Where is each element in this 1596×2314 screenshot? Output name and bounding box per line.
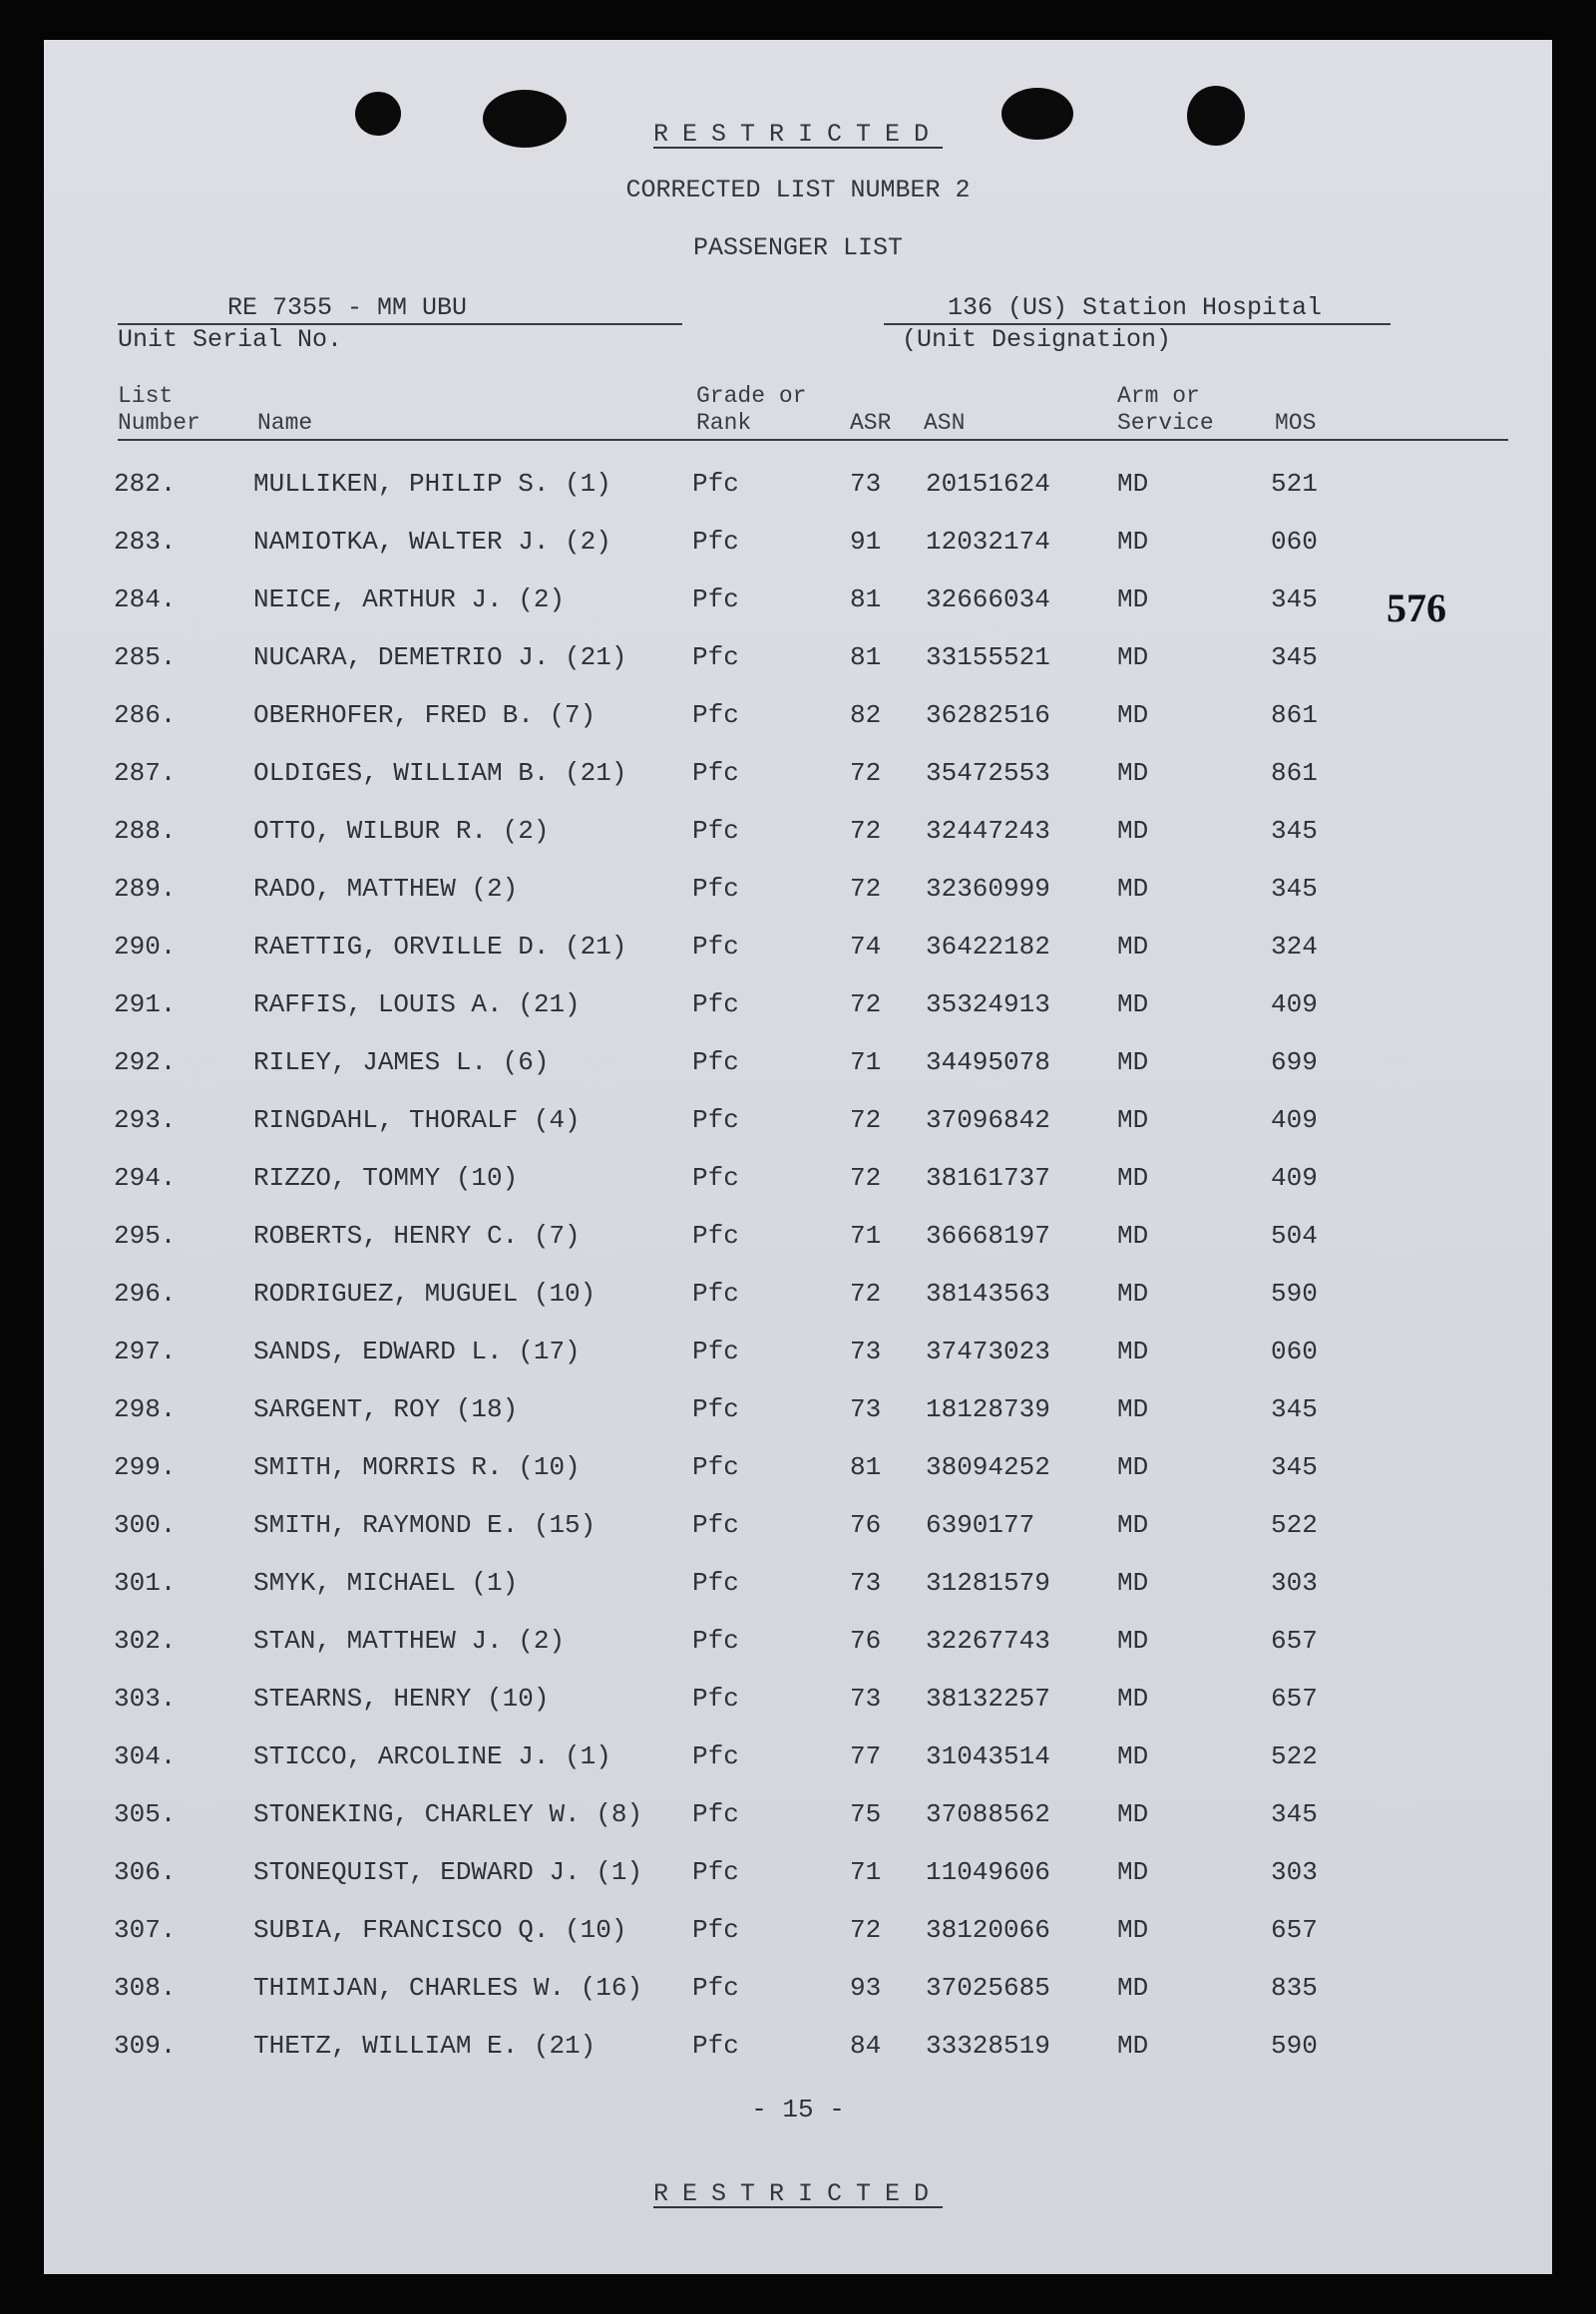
row-mos: 409 [1271,1105,1318,1135]
unit-designation-value: 136 (US) Station Hospital [948,293,1323,322]
header-rule [118,439,1508,441]
row-asr: 72 [850,1279,882,1309]
row-mos: 590 [1271,2031,1318,2061]
row-mos: 657 [1271,1915,1318,1945]
row-asr: 74 [850,932,882,962]
table-row [44,1047,1552,1087]
row-grade: Pfc [692,469,739,499]
row-mos: 522 [1271,1741,1318,1771]
row-asn: 37088562 [926,1799,1050,1829]
col-name: Name [257,410,313,436]
row-asn: 36282516 [926,700,1050,730]
row-name: STICCO, ARCOLINE J. (1) [253,1741,611,1771]
table-row [44,1973,1552,2013]
row-grade: Pfc [692,1915,739,1945]
table-row [44,1741,1552,1781]
table-row [44,816,1552,856]
row-list-number: 306. [114,1857,177,1887]
table-row [44,1799,1552,1839]
row-asr: 73 [850,1337,882,1366]
row-arm: MD [1117,1105,1149,1135]
col-arm: Arm or Service [1117,383,1214,436]
row-arm: MD [1117,2031,1149,2061]
row-asn: 37473023 [926,1337,1050,1366]
row-name: SMITH, MORRIS R. (10) [253,1452,581,1482]
row-name: SUBIA, FRANCISCO Q. (10) [253,1915,627,1945]
row-mos: 345 [1271,584,1318,614]
row-asn: 33328519 [926,2031,1050,2061]
row-grade: Pfc [692,2031,739,2061]
row-name: RIZZO, TOMMY (10) [253,1163,519,1193]
row-asr: 76 [850,1510,882,1540]
row-asn: 37025685 [926,1973,1050,2003]
row-list-number: 291. [114,989,177,1019]
table-row [44,2031,1552,2071]
row-mos: 303 [1271,1568,1318,1598]
classification-footer: RESTRICTED [652,2179,944,2208]
row-mos: 861 [1271,700,1318,730]
row-arm: MD [1117,989,1149,1019]
row-list-number: 295. [114,1221,177,1251]
row-mos: 657 [1271,1684,1318,1714]
table-row [44,469,1552,509]
row-arm: MD [1117,1452,1149,1482]
row-grade: Pfc [692,758,739,788]
row-asr: 77 [850,1741,882,1771]
row-asn: 32267743 [926,1626,1050,1656]
row-asr: 72 [850,758,882,788]
row-mos: 060 [1271,527,1318,557]
row-mos: 345 [1271,1394,1318,1424]
row-name: SMITH, RAYMOND E. (15) [253,1510,597,1540]
row-asr: 75 [850,1799,882,1829]
row-asn: 32666034 [926,584,1050,614]
row-name: STAN, MATTHEW J. (2) [253,1626,566,1656]
table-row [44,1452,1552,1492]
row-asr: 93 [850,1973,882,2003]
row-list-number: 292. [114,1047,177,1077]
document-subtitle: PASSENGER LIST [692,233,904,262]
table-row [44,1510,1552,1550]
row-arm: MD [1117,1973,1149,2003]
row-mos: 699 [1271,1047,1318,1077]
row-asr: 81 [850,1452,882,1482]
row-list-number: 282. [114,469,177,499]
row-asn: 38161737 [926,1163,1050,1193]
row-grade: Pfc [692,874,739,904]
row-asr: 72 [850,874,882,904]
table-row [44,584,1552,624]
row-list-number: 302. [114,1626,177,1656]
row-list-number: 284. [114,584,177,614]
row-asn: 32360999 [926,874,1050,904]
row-list-number: 297. [114,1337,177,1366]
row-mos: 504 [1271,1221,1318,1251]
table-row [44,1221,1552,1261]
row-asr: 72 [850,1163,882,1193]
row-name: NEICE, ARTHUR J. (2) [253,584,566,614]
table-row [44,1163,1552,1203]
row-asn: 31043514 [926,1741,1050,1771]
row-asn: 12032174 [926,527,1050,557]
row-name: THIMIJAN, CHARLES W. (16) [253,1973,643,2003]
row-asr: 91 [850,527,882,557]
row-list-number: 287. [114,758,177,788]
row-grade: Pfc [692,1105,739,1135]
row-arm: MD [1117,874,1149,904]
row-name: RAETTIG, ORVILLE D. (21) [253,932,627,962]
table-row [44,1337,1552,1376]
row-mos: 835 [1271,1973,1318,2003]
unit-serial-label: Unit Serial No. [118,325,343,354]
row-asr: 73 [850,469,882,499]
row-mos: 303 [1271,1857,1318,1887]
row-asn: 37096842 [926,1105,1050,1135]
table-row [44,1626,1552,1666]
row-grade: Pfc [692,1221,739,1251]
col-list-number: List Number [118,383,200,436]
row-name: NUCARA, DEMETRIO J. (21) [253,642,627,672]
row-list-number: 285. [114,642,177,672]
row-grade: Pfc [692,642,739,672]
row-mos: 409 [1271,989,1318,1019]
row-name: STONEQUIST, EDWARD J. (1) [253,1857,643,1887]
row-name: ROBERTS, HENRY C. (7) [253,1221,581,1251]
row-name: OLDIGES, WILLIAM B. (21) [253,758,627,788]
row-arm: MD [1117,1337,1149,1366]
row-grade: Pfc [692,1163,739,1193]
row-name: RAFFIS, LOUIS A. (21) [253,989,581,1019]
row-mos: 521 [1271,469,1318,499]
row-asn: 18128739 [926,1394,1050,1424]
row-arm: MD [1117,1915,1149,1945]
row-name: RILEY, JAMES L. (6) [253,1047,550,1077]
table-row [44,1279,1552,1319]
row-asr: 84 [850,2031,882,2061]
row-grade: Pfc [692,1799,739,1829]
row-mos: 345 [1271,816,1318,846]
row-grade: Pfc [692,1684,739,1714]
col-grade: Grade or Rank [696,383,807,436]
row-grade: Pfc [692,700,739,730]
row-arm: MD [1117,1510,1149,1540]
row-name: RADO, MATTHEW (2) [253,874,519,904]
row-arm: MD [1117,469,1149,499]
row-asr: 81 [850,584,882,614]
row-list-number: 293. [114,1105,177,1135]
row-name: OTTO, WILBUR R. (2) [253,816,550,846]
table-row [44,1915,1552,1955]
row-grade: Pfc [692,1857,739,1887]
table-row [44,989,1552,1029]
document-page [44,40,1552,2274]
page-stamp-number: 576 [1387,585,1446,630]
row-asn: 38132257 [926,1684,1050,1714]
row-arm: MD [1117,1163,1149,1193]
table-row [44,1105,1552,1145]
row-asn: 36668197 [926,1221,1050,1251]
row-asr: 81 [850,642,882,672]
row-asr: 76 [850,1626,882,1656]
row-grade: Pfc [692,1510,739,1540]
row-grade: Pfc [692,1279,739,1309]
unit-serial-value: RE 7355 - MM UBU [227,293,468,322]
row-list-number: 307. [114,1915,177,1945]
row-mos: 409 [1271,1163,1318,1193]
row-arm: MD [1117,1221,1149,1251]
row-list-number: 294. [114,1163,177,1193]
table-row [44,874,1552,914]
row-asn: 35324913 [926,989,1050,1019]
row-arm: MD [1117,758,1149,788]
row-list-number: 290. [114,932,177,962]
row-mos: 657 [1271,1626,1318,1656]
row-name: RINGDAHL, THORALF (4) [253,1105,581,1135]
row-asr: 72 [850,1105,882,1135]
row-arm: MD [1117,1394,1149,1424]
row-list-number: 289. [114,874,177,904]
table-row [44,932,1552,971]
row-mos: 060 [1271,1337,1318,1366]
row-asn: 38094252 [926,1452,1050,1482]
row-grade: Pfc [692,816,739,846]
row-asn: 11049606 [926,1857,1050,1887]
row-arm: MD [1117,584,1149,614]
row-asn: 36422182 [926,932,1050,962]
row-asn: 38143563 [926,1279,1050,1309]
row-asr: 71 [850,1047,882,1077]
row-grade: Pfc [692,527,739,557]
row-name: SANDS, EDWARD L. (17) [253,1337,581,1366]
row-asr: 73 [850,1394,882,1424]
row-name: SMYK, MICHAEL (1) [253,1568,519,1598]
table-row [44,1857,1552,1897]
table-row [44,1568,1552,1608]
row-asr: 72 [850,1915,882,1945]
row-list-number: 308. [114,1973,177,2003]
col-asr: ASR [850,410,892,436]
row-asn: 38120066 [926,1915,1050,1945]
col-asn: ASN [924,410,966,436]
row-list-number: 304. [114,1741,177,1771]
row-mos: 590 [1271,1279,1318,1309]
row-grade: Pfc [692,1394,739,1424]
row-list-number: 299. [114,1452,177,1482]
row-arm: MD [1117,1741,1149,1771]
row-mos: 861 [1271,758,1318,788]
row-name: RODRIGUEZ, MUGUEL (10) [253,1279,597,1309]
row-list-number: 305. [114,1799,177,1829]
row-grade: Pfc [692,584,739,614]
row-asr: 73 [850,1568,882,1598]
table-row [44,642,1552,682]
row-list-number: 283. [114,527,177,557]
row-arm: MD [1117,1568,1149,1598]
unit-designation-label: (Unit Designation) [902,325,1172,354]
row-grade: Pfc [692,989,739,1019]
page-number: - 15 - [751,2095,845,2124]
row-mos: 345 [1271,1799,1318,1829]
row-name: SARGENT, ROY (18) [253,1394,519,1424]
row-grade: Pfc [692,932,739,962]
row-grade: Pfc [692,1973,739,2003]
row-mos: 324 [1271,932,1318,962]
row-list-number: 303. [114,1684,177,1714]
row-mos: 345 [1271,1452,1318,1482]
row-grade: Pfc [692,1626,739,1656]
row-arm: MD [1117,932,1149,962]
col-mos: MOS [1275,410,1317,436]
classification-header: RESTRICTED [652,120,944,149]
row-grade: Pfc [692,1337,739,1366]
table-row [44,1394,1552,1434]
table-row [44,758,1552,798]
row-mos: 345 [1271,874,1318,904]
row-list-number: 288. [114,816,177,846]
row-list-number: 309. [114,2031,177,2061]
row-asn: 20151624 [926,469,1050,499]
row-asn: 32447243 [926,816,1050,846]
row-arm: MD [1117,1799,1149,1829]
row-arm: MD [1117,1279,1149,1309]
row-asr: 72 [850,989,882,1019]
row-name: MULLIKEN, PHILIP S. (1) [253,469,611,499]
row-mos: 522 [1271,1510,1318,1540]
table-row [44,527,1552,567]
row-list-number: 301. [114,1568,177,1598]
row-asn: 31281579 [926,1568,1050,1598]
row-asr: 73 [850,1684,882,1714]
row-list-number: 298. [114,1394,177,1424]
row-arm: MD [1117,1047,1149,1077]
table-row [44,700,1552,740]
row-arm: MD [1117,527,1149,557]
row-name: THETZ, WILLIAM E. (21) [253,2031,597,2061]
row-asn: 35472553 [926,758,1050,788]
row-arm: MD [1117,816,1149,846]
row-list-number: 300. [114,1510,177,1540]
row-mos: 345 [1271,642,1318,672]
row-asr: 71 [850,1221,882,1251]
row-grade: Pfc [692,1047,739,1077]
row-grade: Pfc [692,1741,739,1771]
row-name: NAMIOTKA, WALTER J. (2) [253,527,611,557]
row-grade: Pfc [692,1568,739,1598]
row-arm: MD [1117,700,1149,730]
row-asn: 34495078 [926,1047,1050,1077]
row-asr: 72 [850,816,882,846]
row-name: OBERHOFER, FRED B. (7) [253,700,597,730]
row-arm: MD [1117,1684,1149,1714]
row-asn: 6390177 [926,1510,1035,1540]
row-list-number: 296. [114,1279,177,1309]
row-grade: Pfc [692,1452,739,1482]
row-name: STEARNS, HENRY (10) [253,1684,550,1714]
row-asr: 82 [850,700,882,730]
row-arm: MD [1117,642,1149,672]
table-row [44,1684,1552,1724]
row-list-number: 286. [114,700,177,730]
document-title: CORRECTED LIST NUMBER 2 [625,176,971,204]
row-asr: 71 [850,1857,882,1887]
row-arm: MD [1117,1857,1149,1887]
row-asn: 33155521 [926,642,1050,672]
row-arm: MD [1117,1626,1149,1656]
row-name: STONEKING, CHARLEY W. (8) [253,1799,643,1829]
